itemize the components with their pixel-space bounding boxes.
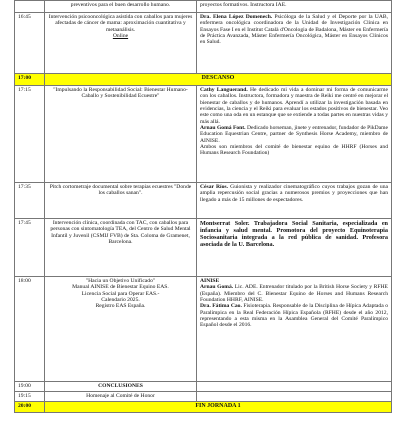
table-row <box>15 219 392 277</box>
bio-text: Psicóloga de la Salud y el Deporte por la UAB, enfermera oncológica coordinadora de la Unidad de Investigación Clínica en Ensayos Fase I en el Institut Català d'Oncologia de Badalona, Máster en Enfermería de Práctica Avanzada, Máster Enfermería Oncológica, Máster en Ensayos Clínicos en Salud. <box>200 14 389 46</box>
row-time <box>15 1 45 13</box>
session-line: Registro EAS España. <box>95 303 146 310</box>
speaker-bio <box>197 392 392 402</box>
break-row <box>15 74 392 86</box>
session-title <box>45 382 197 392</box>
table-row <box>15 183 392 219</box>
speaker-name: Dra. Fátima Cao. <box>200 303 242 310</box>
speaker-name: Arnau Gomá. <box>200 284 234 291</box>
speaker-block <box>200 125 388 144</box>
session-line: "Hacia un Objetivo Unificado" <box>85 278 156 284</box>
bio-text: Fisioterapia. Responsable de la Disciplina de Hípica Adaptada o Paralímpica en la Real Federación Hípica Española (RFHE) desde el año 2012, representando a esta misma en la Asamblea General del Comité Paralímpico Español desde el 2016. <box>200 303 388 329</box>
session-line: Licencia Social para Operar EAS.- <box>81 290 160 297</box>
row-time: 19:15 <box>15 392 45 402</box>
speaker-bio <box>197 382 392 392</box>
table-row <box>15 392 392 402</box>
row-time: 17:35 <box>15 183 45 219</box>
table-row <box>15 277 392 382</box>
session-title: Intervención clínica, coordinada con TAC, con caballos para personas con sintomatología TEA, del Centro de Salud Mental Infantil y Juvenil (CSMIJ FVB) de Sta. Coloma de Gramenet, Barcelona. <box>45 219 197 277</box>
end-row <box>15 402 392 413</box>
speaker-bio <box>197 277 392 382</box>
row-time: 17:45 <box>15 219 45 277</box>
program-table <box>14 0 392 413</box>
session-line: Manual AINISE de Bienestar Equino EAS. <box>72 284 169 291</box>
session-line: Calendario 2025. <box>101 297 140 304</box>
table-row <box>15 13 392 74</box>
speaker-block <box>200 144 388 157</box>
row-time: 17:00 <box>15 74 45 86</box>
bio-text: Lic. ADE. Entrenador titulado por la British Horse Society y RFHE (España). Miembro del C. Bienestar Equino de Horses and Humans Research Foundation HHRF, AINISE. <box>200 284 388 304</box>
bio-text: He dedicado mi vida a dominar mi forma de comunicarme con los caballos. Instructora, formadora y maestra de Reiki me centré en mejorar el bienestar de caballos y de humanos. Aprendí a utilizar la investigación basada en evidencias, la ciencia y el Reiki para evaluar los estados positivos de bienestar. Veo este como una oda en un estanque que se extiende a todas partes en nuestras vidas y más allá. <box>200 87 388 125</box>
session-title: preventivos para el buen desarrollo humano. <box>45 1 197 13</box>
speaker-name: César Ríos. <box>200 184 228 190</box>
speaker-bio: proyectos formativos. Instructora IAE. <box>197 1 392 13</box>
row-time: 16:45 <box>15 13 45 74</box>
speaker-bio <box>197 13 392 74</box>
table-row <box>15 86 392 183</box>
speaker-name: Montserrat Soler. <box>200 220 250 227</box>
speaker-block <box>200 303 388 328</box>
org-heading: AINISE <box>200 278 220 284</box>
table-row <box>15 382 392 392</box>
session-title: Homenaje al Comité de Honor <box>45 392 197 402</box>
table-row <box>15 1 392 13</box>
speaker-bio <box>197 219 392 277</box>
bio-text: Dedicado horseman, jinete y entrenador, fundador de PikDame Education Equestrian Centre, partner de Synthesis Horse Academy, miembro de AINISE. <box>200 125 388 144</box>
speaker-name: Cathy Languerand. <box>200 87 248 93</box>
bio-text: Guionista y realizador cinematográfico cuyos trabajos gozan de una amplia repercusión social gracias a numerosos premios y proyecciones que han llegado a más de 15 millones de espectadores. <box>200 184 389 203</box>
row-time: 17:15 <box>15 86 45 183</box>
row-time: 18:00 <box>15 277 45 382</box>
speaker-bio <box>197 86 392 183</box>
bio-text: Ambos son miembros del comité de bienestar equino de HHRF (Horses and Humans Research Foundation) <box>200 144 388 157</box>
session-title: "Impulsando la Responsabilidad Social: Bienestar Humano-Caballo y Sostenibilidad Ecuestre" <box>45 86 197 183</box>
session-title: Pitch cortometraje documental sobre terapias ecuestres "Donde los caballos sanan". <box>45 183 197 219</box>
speaker-block <box>200 284 388 303</box>
speaker-name: Dra. Elena López Domenech. <box>200 14 273 20</box>
bio-text: Trabajadora Social Sanitaria, especializada en infancia y salud mental. Promotora del proyecto Equinoterapia Sociosanitaria integrada a la red pública de sanidad. Profesora asociada de la U. Barcelona. <box>200 220 389 249</box>
row-time: 19:00 <box>15 382 45 392</box>
session-title-text: Intervención psicooncológica asistida con caballos para mujeres afectadas de cáncer de mama: aproximación cuantitativa y metaanálisis. <box>48 14 193 33</box>
online-link[interactable]: Online <box>112 33 129 40</box>
session-title <box>45 277 197 382</box>
row-time: 20:00 <box>15 402 45 413</box>
break-banner: DESCANSO <box>45 74 392 86</box>
speaker-block <box>200 87 388 125</box>
speaker-bio <box>197 183 392 219</box>
speaker-name: Arnau Gomá Font. <box>200 125 246 132</box>
session-title <box>45 13 197 74</box>
session-title-text: CONCLUSIONES <box>98 383 143 389</box>
end-banner: FIN JORNADA 1 <box>45 402 392 413</box>
